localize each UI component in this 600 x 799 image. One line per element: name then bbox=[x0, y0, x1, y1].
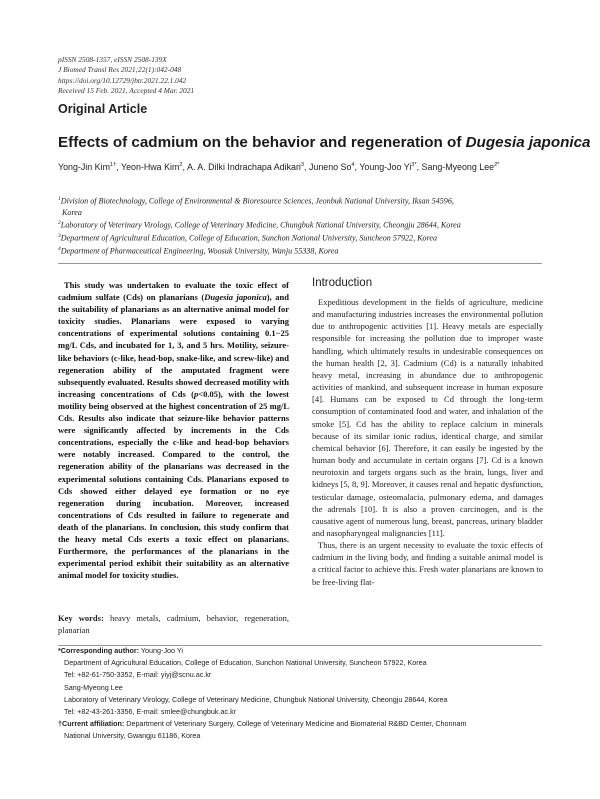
title-species: Dugesia japonica bbox=[465, 134, 591, 151]
address: Laboratory of Veterinary Virology, College of Veterinary Medicine, Chungbuk National University, Cheongju 28644, Korea bbox=[64, 694, 448, 704]
contact: Tel: +82-43-261-3356, E-mail: smlee@chungbuk.ac.kr bbox=[64, 707, 237, 717]
author: Juneno So$^4$ bbox=[308, 162, 355, 172]
abstract: This study was undertaken to evaluate the toxic effect of cadmium sulfate (Cds) on planarians (Dugesia japonica), and the suitability of planarians as an alternative animal model for toxicity studies. Planarians were exposed to varying concentrations of experimental solutions containing 0.1−25 mg/L Cds, and incubated for 1, 3, and 5 hrs. Motility, seizure-like behaviors (c-like, head-bop, snake-like, and screw-like) and regeneration ability of the amputated fragment were subsequently evaluated. Results showed decreased motility with increasing concentrations of Cds (p<0.05), with the lowest motility being observed at the highest concentration of 25 mg/L Cds. Results also indicate that seizure-like behavior patterns were significantly affected by increments in the Cds concentrations, especially the c-like and head-bop behaviors were notably increased. Compared to the control, the regeneration ability of the planarians was decreased in the experimental solutions containing Cds. Planarians exposed to Cds showed either delayed eye formation or no eye regeneration during incubation. Moreover, increased concentrations of Cds resulted in failure to regenerate and death of the planarians. In conclusion, this study confirm that the heavy metal Cds exerts a toxic effect on planarians. Furthermore, the performances of the planarians in the experimental period exhibit their suitability as an alternative animal model for toxicity studies. bbox=[58, 280, 289, 581]
affiliations bbox=[58, 194, 558, 257]
keywords: Key words: heavy metals, cadmium, behavior, regeneration, planarian bbox=[58, 613, 289, 636]
author: A. A. Dilki Indrachapa Adikari$^3$ bbox=[186, 162, 305, 172]
author: Sang-Myeong Lee$^{2*}$ bbox=[421, 162, 500, 172]
affiliation: $^3$Department of Agricultural Education, College of Education, Sunchon National University, Suncheon 57922, Korea bbox=[58, 232, 438, 243]
journal-citation: J Biomed Transl Res 2021;22(1):042-048 bbox=[58, 65, 182, 75]
issn-line: pISSN 2508-1357, eISSN 2508-139X bbox=[58, 55, 167, 64]
journal-meta bbox=[58, 55, 194, 96]
affiliation: $^1$Division of Biotechnology, College of Environmental & Bioresource Sciences, Jeonbuk National University, Iksan 54596, bbox=[58, 196, 454, 206]
author-name: Sang-Myeong Lee bbox=[64, 682, 123, 692]
title-main: Effects of cadmium on the behavior and regeneration of bbox=[58, 134, 466, 151]
address: Department of Agricultural Education, College of Education, Sunchon National University, Suncheon 57922, Korea bbox=[64, 658, 427, 668]
affiliation-cont: Korea bbox=[62, 207, 82, 217]
paragraph: Expeditious development in the fields of agriculture, medicine and manufacturing industries increases the environmental pollution due to anthropogenic activities [1]. Heavy metals are especially responsible for increasing the pollution due to improper waste handling, which ultimately results in undesirable consequences on the human health [2, 3]. Cadmium (Cd) is a naturally inhabited heavy metal, increasing in abundance due to anthropogenic activities of mankind, and subsequent increase in human exposure [4]. Humans can be exposed to Cd through the long-term consumption of contaminated food and water, and inhalation of the smoke [5]. Cd has the ability to replace calcium in minerals because of its similar ionic radius, identical charge, and similar chemical behavior [6]. Therefore, it can easily be ingested by the human body and accumulate in certain organs [7]. Cd is a known neurotoxin and targets organs such as the brain, lungs, liver and kidneys [5, 8, 9]. Moreover, it causes renal and hepatic dysfunction, testicular damage, osteomalacia, pulmonary edema, and damages the adrenals [10]. It is also a proven carcinogen, and is the causative agent of numerous lung, breast, pancreas, urinary bladder and nasopharyngeal malignancies [11]. bbox=[312, 297, 543, 538]
affiliation-cont: National University, Gwangju 61186, Korea bbox=[64, 731, 201, 741]
doi-link[interactable]: https://doi.org/10.12729/jbtr.2021.22.1.042 bbox=[58, 75, 187, 85]
author: Yong-Jin Kim$^{1\dagger}$ bbox=[58, 162, 117, 172]
introduction-heading: Introduction bbox=[312, 277, 373, 289]
author: Yeon-Hwa Kim$^2$ bbox=[120, 162, 183, 172]
corresponding-author: *Corresponding author: Young-Joo Yi bbox=[58, 646, 184, 655]
correspondence-footnote bbox=[58, 645, 548, 743]
affiliation: $^2$Laboratory of Veterinary Virology, College of Veterinary Medicine, Chungbuk National University, Cheongju 28644, Korea bbox=[58, 220, 461, 230]
author-list: Yong-Jin Kim$^{1\dagger}$, Yeon-Hwa Kim$^2$, A. A. Dilki Indrachapa Adikari$^3$, Juneno So$^4$, Young-Joo $Yi^{3*}$, Sang-Myeong Lee$^{2*}$ bbox=[58, 162, 500, 172]
section-divider bbox=[58, 263, 542, 264]
article-type: Original Article bbox=[58, 102, 148, 116]
received-dates: Received 15 Feb. 2021, Accepted 4 Mar. 2021 bbox=[58, 85, 195, 95]
paragraph: Thus, there is an urgent necessity to evaluate the toxic effects of cadmium in the living body, and finding a suitable animal model is a critical factor to achieve this. Fresh water planarians are known to be free-living flat- bbox=[312, 540, 543, 587]
current-affiliation: †Current affiliation: Department of Veterinary Surgery, College of Veterinary Medicine and Biomaterial R&BD Center, Chonnam bbox=[58, 719, 467, 729]
article-title bbox=[58, 134, 591, 151]
contact: Tel: +82-61-750-3352, E-mail: yiyj@scnu.ac.kr bbox=[64, 670, 212, 680]
introduction-body bbox=[312, 296, 543, 588]
affiliation: $^4$Department of Pharmaceutical Engineering, Woosuk University, Wanju 55338, Korea bbox=[58, 245, 339, 256]
author: Young-Joo $Yi^{3*}$ bbox=[359, 162, 417, 172]
